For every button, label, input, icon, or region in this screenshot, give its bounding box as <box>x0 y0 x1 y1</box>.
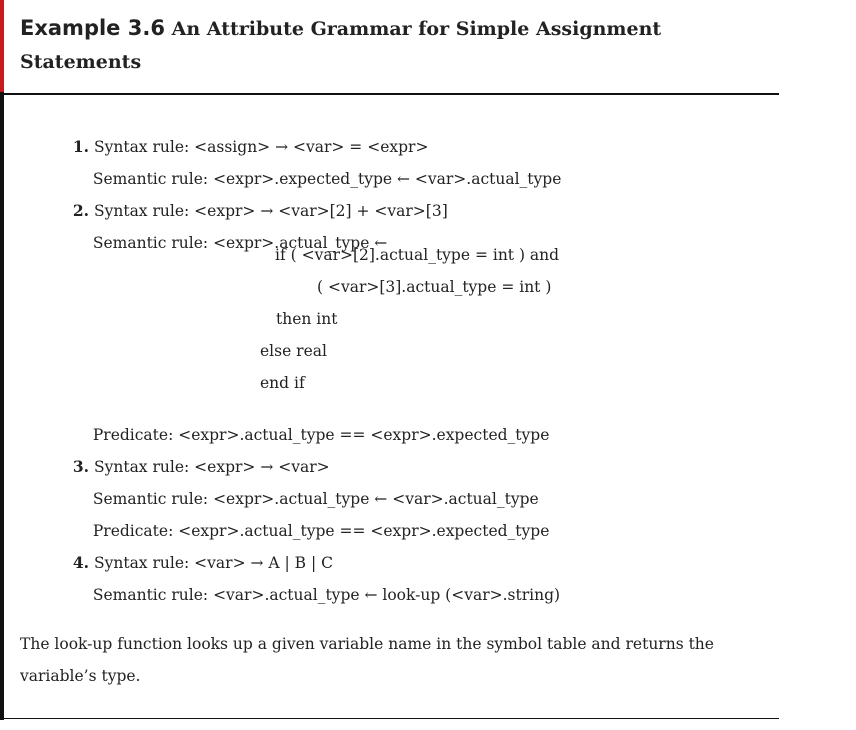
rule-2-endif-line: end if <box>260 374 305 392</box>
bottom-rule <box>4 718 779 719</box>
example-title: An Attribute Grammar for Simple Assignment Statements <box>20 18 662 73</box>
rule-4-syntax: 4. Syntax rule: <var> → A | B | C <box>72 553 333 572</box>
rule-2-syntax: 2. Syntax rule: <expr> → <var>[2] + <var>[3] <box>72 201 448 220</box>
rule-3-predicate: Predicate: <expr>.actual_type == <expr>.expected_type <box>92 522 550 540</box>
rule-2-and-line: ( <var>[3].actual_type = int ) <box>317 278 552 296</box>
rule-4-semantic: Semantic rule: <var>.actual_type ← look-up (<var>.string) <box>92 586 561 604</box>
rule-2-semantic: Semantic rule: <expr>.actual_type ← <box>92 234 388 252</box>
left-border <box>0 0 4 720</box>
top-rule <box>4 93 779 95</box>
rule-1-syntax: 1. Syntax rule: <assign> → <var> = <expr> <box>72 137 429 156</box>
rule-3-syntax: 3. Syntax rule: <expr> → <var> <box>72 457 330 476</box>
rule-2-then-line: then int <box>276 310 338 328</box>
example-heading <box>20 12 720 78</box>
rule-3-semantic: Semantic rule: <expr>.actual_type ← <var>.actual_type <box>92 490 539 508</box>
accent-bar <box>0 0 4 92</box>
rule-2-if-line: if ( <var>[2].actual_type = int ) and <box>275 246 560 264</box>
rule-2-predicate: Predicate: <expr>.actual_type == <expr>.expected_type <box>92 426 550 444</box>
example-label: Example 3.6 <box>20 16 165 40</box>
footnote-paragraph: The look-up function looks up a given variable name in the symbol table and returns the variable’s type. <box>20 635 714 685</box>
rule-1-semantic: Semantic rule: <expr>.expected_type ← <var>.actual_type <box>92 170 562 188</box>
rule-2-else-line: else real <box>260 342 327 360</box>
